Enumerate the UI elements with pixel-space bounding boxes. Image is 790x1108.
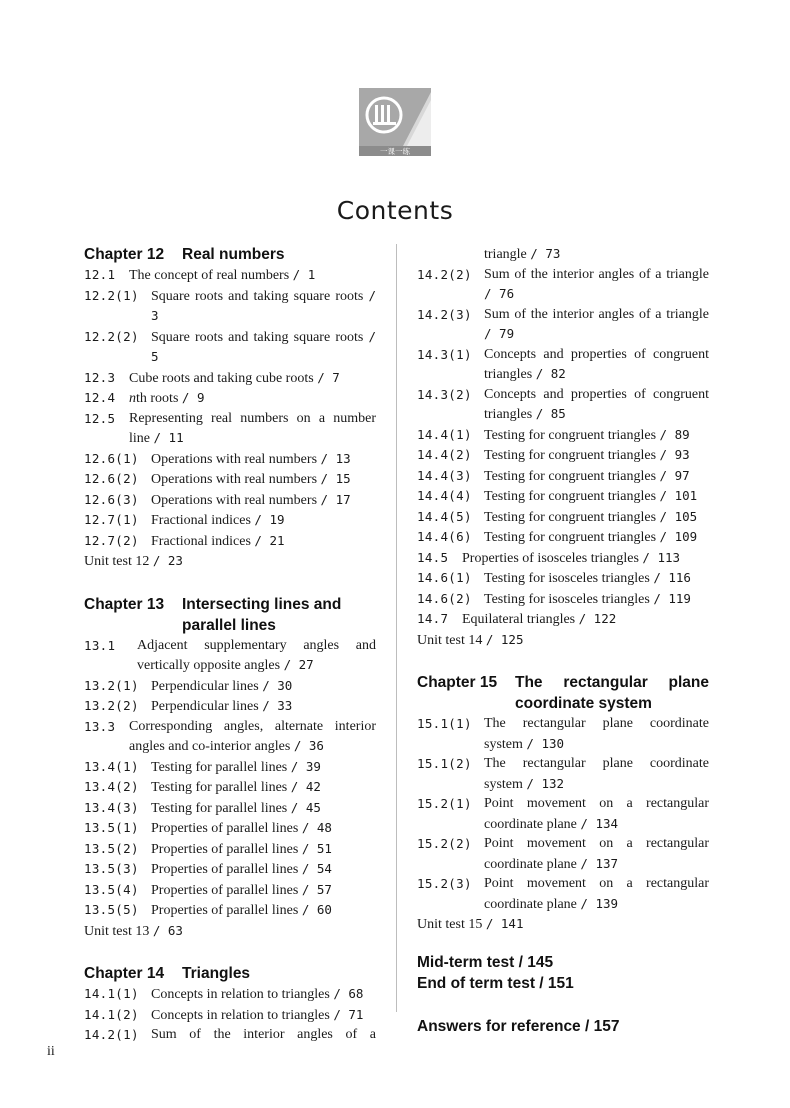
series-logo — [359, 88, 431, 156]
toc-entry-12-3[interactable]: 12.3 Cube roots and taking cube roots / 7 — [84, 369, 340, 386]
toc-entry-14-2-1[interactable]: 14.2(1) Sum of the interior angles of a — [84, 1027, 376, 1042]
toc-entry-14-6-2[interactable]: 14.6(2) Testing for isosceles triangles / 119 — [417, 590, 691, 607]
svg-text:一课一练: 一课一练 — [380, 147, 410, 156]
page-title: Contents — [336, 196, 454, 225]
toc-entry-13-4-3[interactable]: 13.4(3) Testing for parallel lines / 45 — [84, 799, 321, 816]
answers-link[interactable]: Answers for reference / 157 — [417, 1017, 620, 1035]
unit-test-15[interactable]: Unit test 15 / 141 — [417, 916, 524, 932]
toc-entry-13-1[interactable]: 13.1 Adjacent supplementary angles and vertically opposite angles / 27 — [84, 637, 376, 673]
unit-test-12[interactable]: Unit test 12 / 23 — [84, 553, 183, 569]
toc-entry-12-1[interactable]: 12.1 The concept of real numbers / 1 — [84, 267, 316, 283]
toc-entry-13-5-5[interactable]: 13.5(5) Properties of parallel lines / 60 — [84, 902, 332, 918]
toc-entry-13-3[interactable]: 13.3 Corresponding angles, alternate interior angles and co-interior angles / 36 — [84, 718, 376, 754]
chapter-12-heading[interactable]: Chapter 12 Real numbers — [84, 246, 285, 263]
midterm-test-link[interactable]: Mid-term test / 145 — [417, 953, 554, 971]
toc-entry-12-6-1[interactable]: 12.6(1) Operations with real numbers / 13 — [84, 450, 351, 467]
toc-entry-15-2-3[interactable]: 15.2(3) Point movement on a rectangular coordinate plane / 139 — [417, 876, 709, 912]
toc-entry-15-1-1[interactable]: 15.1(1) The rectangular plane coordinate system / 130 — [417, 716, 709, 752]
toc-entry-14-3-1[interactable]: 14.3(1) Concepts and properties of congruent triangles / 82 — [417, 346, 709, 382]
toc-entry-15-1-2[interactable]: 15.1(2) The rectangular plane coordinate system / 132 — [417, 756, 709, 792]
chapter-13-heading[interactable]: Chapter 13 Intersecting lines and parallel lines — [84, 595, 342, 634]
unit-test-14[interactable]: Unit test 14 / 125 — [417, 631, 524, 648]
toc-entry-12-5[interactable]: 12.5 Representing real numbers on a number line / 11 — [84, 410, 376, 446]
toc-entry-13-2-1[interactable]: 13.2(1) Perpendicular lines / 30 — [84, 677, 293, 694]
toc-entry-12-6-3[interactable]: 12.6(3) Operations with real numbers / 17 — [84, 491, 351, 508]
toc-left-column — [84, 244, 376, 1045]
end-of-term-test-link[interactable]: End of term test / 151 — [417, 974, 574, 992]
toc-entry-14-2-2[interactable]: 14.2(2) Sum of the interior angles of a triangle / 76 — [417, 266, 709, 301]
toc-entry-12-2-1[interactable]: 12.2(1) Square roots and taking square roots / 3 — [84, 287, 376, 323]
chapter-14-heading[interactable]: Chapter 14 Triangles — [84, 965, 251, 982]
toc-entry-14-2-3[interactable]: 14.2(3) Sum of the interior angles of a triangle / 79 — [417, 306, 709, 341]
toc-entry-15-2-2[interactable]: 15.2(2) Point movement on a rectangular coordinate plane / 137 — [417, 836, 709, 872]
toc-right-column — [417, 244, 709, 1037]
toc-entry-14-4-4[interactable]: 14.4(4) Testing for congruent triangles / 101 — [417, 488, 698, 504]
toc-entry-14-4-5[interactable]: 14.4(5) Testing for congruent triangles / 105 — [417, 508, 698, 525]
toc-entry-12-2-2[interactable]: 12.2(2) Square roots and taking square roots / 5 — [84, 328, 376, 364]
toc-entry-12-7-2[interactable]: 12.7(2) Fractional indices / 21 — [84, 532, 285, 549]
toc-entry-13-5-1[interactable]: 13.5(1) Properties of parallel lines / 48 — [84, 820, 332, 836]
toc-entry-13-5-4[interactable]: 13.5(4) Properties of parallel lines / 57 — [84, 881, 332, 898]
toc-entry-12-4[interactable]: 12.4 nth roots / 9 — [84, 390, 205, 406]
toc-entry-14-4-1[interactable]: 14.4(1) Testing for congruent triangles / 89 — [417, 426, 690, 443]
toc-entry-14-3-2[interactable]: 14.3(2) Concepts and properties of congruent triangles / 85 — [417, 386, 709, 422]
page-number: ii — [47, 1044, 55, 1059]
toc-entry-13-4-1[interactable]: 13.4(1) Testing for parallel lines / 39 — [84, 758, 321, 775]
toc-entry-14-1-1[interactable]: 14.1(1) Concepts in relation to triangles / 68 — [84, 986, 364, 1002]
toc-entry-14-1-2[interactable]: 14.1(2) Concepts in relation to triangles / 71 — [84, 1006, 364, 1023]
toc-entry-14-4-2[interactable]: 14.4(2) Testing for congruent triangles / 93 — [417, 447, 690, 463]
toc-entry-12-7-1[interactable]: 12.7(1) Fractional indices / 19 — [84, 512, 285, 528]
toc-entry-13-2-2[interactable]: 13.2(2) Perpendicular lines / 33 — [84, 698, 293, 714]
toc-entry-14-5[interactable]: 14.5 Properties of isosceles triangles / 113 — [417, 549, 681, 566]
toc-entry-15-2-1[interactable]: 15.2(1) Point movement on a rectangular coordinate plane / 134 — [417, 796, 709, 832]
toc-entry-12-6-2[interactable]: 12.6(2) Operations with real numbers / 15 — [84, 471, 351, 487]
toc-entry-14-4-3[interactable]: 14.4(3) Testing for congruent triangles / 97 — [417, 467, 690, 484]
toc-entry-14-4-6[interactable]: 14.4(6) Testing for congruent triangles / 109 — [417, 529, 698, 545]
toc-entry-13-5-3[interactable]: 13.5(3) Properties of parallel lines / 54 — [84, 861, 332, 877]
chapter-15-heading[interactable]: Chapter 15 The rectangular plane coordinate system — [417, 674, 709, 712]
column-divider — [396, 244, 397, 1012]
toc-entry-13-5-2[interactable]: 13.5(2) Properties of parallel lines / 51 — [84, 840, 332, 857]
toc-entry-14-7[interactable]: 14.7 Equilateral triangles / 122 — [417, 611, 617, 627]
toc-entry-13-4-2[interactable]: 13.4(2) Testing for parallel lines / 42 — [84, 779, 321, 795]
toc-entry-14-2-1-continued[interactable]: triangle / 73 — [484, 246, 561, 262]
toc-entry-14-6-1[interactable]: 14.6(1) Testing for isosceles triangles / 116 — [417, 570, 691, 586]
unit-test-13[interactable]: Unit test 13 / 63 — [84, 922, 183, 939]
